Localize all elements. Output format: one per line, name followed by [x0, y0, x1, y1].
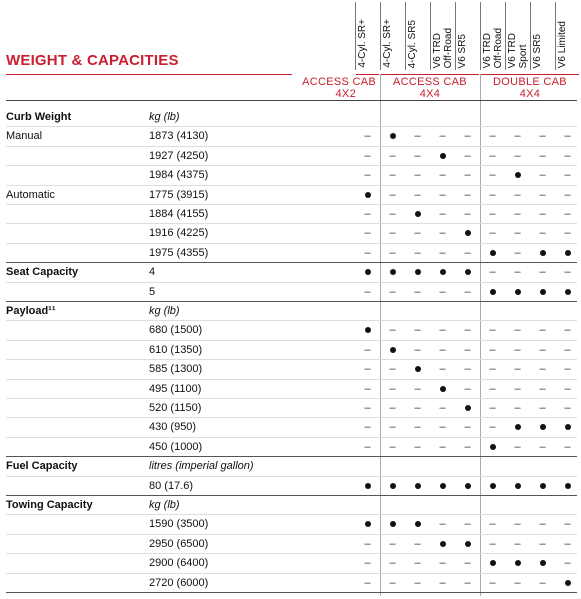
not-available-dash: – — [539, 576, 546, 589]
not-available-dash: – — [364, 421, 371, 434]
column-divider — [430, 2, 431, 70]
not-available-dash: – — [564, 169, 571, 182]
table-row — [0, 380, 581, 399]
not-available-dash: – — [514, 363, 521, 376]
spec-value: 2900 (6400) — [149, 557, 209, 570]
table-row — [0, 244, 581, 263]
not-available-dash: – — [489, 227, 496, 240]
available-dot-icon — [455, 224, 480, 243]
available-dot-icon — [555, 283, 580, 302]
available-dot-icon — [455, 399, 480, 418]
not-available-dash: – — [364, 130, 371, 143]
cab-group-line1: ACCESS CAB — [302, 76, 376, 88]
not-available-dash: – — [439, 402, 446, 414]
not-available-dash: – — [489, 208, 496, 220]
column-heading — [530, 2, 555, 70]
not-available-dash: – — [564, 266, 571, 279]
not-available-dash: – — [414, 324, 421, 337]
not-available-dash: – — [414, 537, 421, 550]
not-available-dash: – — [439, 343, 446, 356]
not-available-dash: – — [489, 324, 496, 337]
not-available-dash: – — [364, 440, 371, 453]
section-heading: Fuel Capacity — [6, 460, 78, 473]
column-heading — [480, 2, 505, 70]
section-heading: Payload¹¹ — [6, 305, 56, 317]
not-available-dash: – — [464, 149, 471, 162]
not-available-dash: – — [414, 285, 421, 298]
table-row — [0, 399, 581, 418]
not-available-dash: – — [439, 421, 446, 434]
unit-label: kg (lb) — [149, 305, 180, 317]
table-row — [0, 496, 581, 515]
unit-label: kg (lb) — [149, 499, 180, 511]
available-dot-icon — [405, 515, 430, 534]
table-row — [0, 302, 581, 321]
not-available-dash: – — [464, 382, 471, 395]
available-dot-icon — [530, 477, 555, 496]
column-divider — [405, 2, 406, 70]
not-available-dash: – — [514, 537, 521, 550]
table-row — [0, 477, 581, 496]
not-available-dash: – — [364, 149, 371, 162]
not-available-dash: – — [514, 576, 521, 589]
section-heading: Curb Weight — [6, 111, 72, 123]
cab-group-label — [480, 76, 580, 100]
not-available-dash: – — [539, 382, 546, 395]
not-available-dash: – — [514, 188, 521, 201]
not-available-dash: – — [414, 382, 421, 395]
section-divider — [6, 592, 577, 593]
not-available-dash: – — [439, 208, 446, 220]
not-available-dash: – — [514, 343, 521, 356]
title-underline — [6, 74, 292, 75]
not-available-dash: – — [414, 557, 421, 570]
spec-value: 2720 (6000) — [149, 576, 209, 589]
not-available-dash: – — [514, 324, 521, 337]
column-heading — [380, 2, 405, 70]
available-dot-icon — [430, 477, 455, 496]
not-available-dash: – — [439, 363, 446, 376]
not-available-dash: – — [414, 343, 421, 356]
available-dot-icon — [555, 418, 580, 437]
available-dot-icon — [380, 515, 405, 534]
available-dot-icon — [405, 477, 430, 496]
not-available-dash: – — [414, 227, 421, 240]
table-row — [0, 205, 581, 224]
not-available-dash: – — [514, 440, 521, 453]
not-available-dash: – — [389, 208, 396, 220]
spec-value: 495 (1100) — [149, 382, 202, 395]
column-heading-label: 4-Cyl. SR+ — [382, 19, 393, 68]
table-row — [0, 574, 581, 593]
spec-value: 450 (1000) — [149, 440, 203, 453]
not-available-dash: – — [364, 169, 371, 182]
cab-group-line2: 4X4 — [519, 88, 541, 100]
not-available-dash: – — [389, 188, 396, 201]
available-dot-icon — [505, 477, 530, 496]
not-available-dash: – — [364, 382, 371, 395]
not-available-dash: – — [414, 169, 421, 182]
available-dot-icon — [355, 263, 380, 282]
not-available-dash: – — [464, 208, 471, 220]
available-dot-icon — [505, 283, 530, 302]
column-heading-label: V6 TRD Off-Road — [432, 27, 454, 68]
spec-value: 80 (17.6) — [149, 479, 194, 492]
not-available-dash: – — [564, 363, 571, 376]
not-available-dash: – — [539, 324, 546, 337]
available-dot-icon — [380, 263, 405, 282]
available-dot-icon — [480, 554, 505, 573]
not-available-dash: – — [439, 169, 446, 182]
not-available-dash: – — [489, 421, 496, 434]
not-available-dash: – — [414, 440, 421, 453]
column-heading-label: V6 TRD Sport — [507, 32, 529, 68]
available-dot-icon — [455, 263, 480, 282]
column-divider — [355, 2, 356, 70]
not-available-dash: – — [539, 518, 546, 531]
not-available-dash: – — [389, 382, 396, 395]
available-dot-icon — [380, 127, 405, 146]
not-available-dash: – — [439, 324, 446, 337]
available-dot-icon — [555, 244, 580, 263]
not-available-dash: – — [389, 421, 396, 434]
not-available-dash: – — [564, 537, 571, 550]
not-available-dash: – — [564, 188, 571, 201]
available-dot-icon — [480, 283, 505, 302]
table-row — [0, 554, 581, 573]
not-available-dash: – — [539, 227, 546, 240]
spec-value: 680 (1500) — [149, 324, 203, 337]
not-available-dash: – — [464, 518, 471, 531]
column-divider — [530, 2, 531, 70]
not-available-dash: – — [489, 518, 496, 531]
spec-value: 5 — [149, 285, 156, 298]
available-dot-icon — [505, 418, 530, 437]
available-dot-icon — [455, 477, 480, 496]
table-row — [0, 108, 581, 127]
table-row — [0, 418, 581, 437]
not-available-dash: – — [364, 227, 371, 240]
column-heading-label: 4-Cyl. SR+ — [357, 19, 368, 68]
not-available-dash: – — [439, 227, 446, 240]
not-available-dash: – — [439, 557, 446, 570]
not-available-dash: – — [514, 266, 521, 279]
not-available-dash: – — [539, 188, 546, 201]
available-dot-icon — [530, 244, 555, 263]
not-available-dash: – — [489, 537, 496, 550]
table-row — [0, 535, 581, 554]
available-dot-icon — [530, 283, 555, 302]
not-available-dash: – — [389, 285, 396, 298]
not-available-dash: – — [514, 382, 521, 395]
not-available-dash: – — [364, 576, 371, 589]
not-available-dash: – — [364, 537, 371, 550]
spec-value: 1775 (3915) — [149, 188, 209, 201]
section-heading: Seat Capacity — [6, 266, 79, 279]
spec-value: 610 (1350) — [149, 343, 203, 356]
not-available-dash: – — [389, 324, 396, 337]
spec-value: 2950 (6500) — [149, 537, 209, 550]
not-available-dash: – — [414, 421, 421, 434]
not-available-dash: – — [389, 557, 396, 570]
available-dot-icon — [380, 477, 405, 496]
spec-value: 1916 (4225) — [149, 227, 209, 240]
not-available-dash: – — [439, 246, 446, 259]
not-available-dash: – — [414, 246, 421, 259]
not-available-dash: – — [489, 188, 496, 201]
not-available-dash: – — [414, 576, 421, 589]
not-available-dash: – — [464, 343, 471, 356]
available-dot-icon — [505, 166, 530, 185]
table-row — [0, 341, 581, 360]
not-available-dash: – — [364, 402, 371, 414]
table-row — [0, 263, 581, 282]
not-available-dash: – — [489, 576, 496, 589]
not-available-dash: – — [364, 363, 371, 376]
not-available-dash: – — [464, 576, 471, 589]
not-available-dash: – — [464, 363, 471, 376]
table-row — [0, 438, 581, 457]
spec-value: 1975 (4355) — [149, 246, 209, 259]
spec-value: 520 (1150) — [149, 402, 202, 414]
not-available-dash: – — [539, 130, 546, 143]
not-available-dash: – — [464, 324, 471, 337]
table-row — [0, 224, 581, 243]
not-available-dash: – — [464, 440, 471, 453]
available-dot-icon — [405, 360, 430, 379]
column-heading — [555, 2, 580, 70]
table-row — [0, 515, 581, 534]
not-available-dash: – — [539, 343, 546, 356]
column-heading-label: V6 Limited — [557, 20, 568, 68]
section-heading: Towing Capacity — [6, 499, 93, 511]
not-available-dash: – — [464, 557, 471, 570]
not-available-dash: – — [489, 149, 496, 162]
not-available-dash: – — [539, 402, 546, 414]
available-dot-icon — [430, 263, 455, 282]
available-dot-icon — [355, 477, 380, 496]
column-heading — [455, 2, 480, 70]
not-available-dash: – — [489, 130, 496, 143]
not-available-dash: – — [514, 402, 521, 414]
column-heading-label: V6 TRD Off-Road — [482, 27, 504, 68]
available-dot-icon — [555, 477, 580, 496]
available-dot-icon — [530, 554, 555, 573]
not-available-dash: – — [414, 188, 421, 201]
page-title: WEIGHT & CAPACITIES — [6, 52, 179, 69]
not-available-dash: – — [539, 266, 546, 279]
not-available-dash: – — [389, 576, 396, 589]
not-available-dash: – — [439, 188, 446, 201]
not-available-dash: – — [439, 518, 446, 531]
group-rule — [356, 74, 379, 75]
column-divider — [480, 2, 481, 70]
available-dot-icon — [530, 418, 555, 437]
not-available-dash: – — [514, 149, 521, 162]
available-dot-icon — [355, 186, 380, 205]
column-heading — [505, 2, 530, 70]
column-divider — [555, 2, 556, 70]
available-dot-icon — [480, 244, 505, 263]
cab-group-line2: 4X2 — [335, 88, 356, 100]
not-available-dash: – — [539, 537, 546, 550]
table-row — [0, 166, 581, 185]
not-available-dash: – — [564, 557, 571, 570]
not-available-dash: – — [464, 169, 471, 182]
not-available-dash: – — [514, 208, 521, 220]
not-available-dash: – — [364, 343, 371, 356]
not-available-dash: – — [489, 266, 496, 279]
column-heading — [405, 2, 430, 70]
not-available-dash: – — [464, 246, 471, 259]
not-available-dash: – — [564, 208, 571, 220]
row-sublabel: Manual — [6, 130, 43, 143]
not-available-dash: – — [439, 285, 446, 298]
not-available-dash: – — [389, 402, 396, 414]
not-available-dash: – — [564, 382, 571, 395]
not-available-dash: – — [389, 169, 396, 182]
not-available-dash: – — [489, 169, 496, 182]
not-available-dash: – — [564, 130, 571, 143]
not-available-dash: – — [414, 149, 421, 162]
not-available-dash: – — [514, 227, 521, 240]
not-available-dash: – — [389, 246, 396, 259]
spec-value: 430 (950) — [149, 421, 197, 434]
not-available-dash: – — [414, 130, 421, 143]
not-available-dash: – — [539, 169, 546, 182]
table-row — [0, 186, 581, 205]
spec-value: 585 (1300) — [149, 363, 203, 376]
not-available-dash: – — [514, 130, 521, 143]
not-available-dash: – — [414, 402, 421, 414]
not-available-dash: – — [564, 149, 571, 162]
available-dot-icon — [355, 515, 380, 534]
available-dot-icon — [355, 321, 380, 340]
not-available-dash: – — [389, 440, 396, 453]
not-available-dash: – — [564, 402, 571, 414]
not-available-dash: – — [364, 246, 371, 259]
not-available-dash: – — [464, 285, 471, 298]
not-available-dash: – — [539, 440, 546, 453]
available-dot-icon — [480, 438, 505, 457]
available-dot-icon — [480, 477, 505, 496]
not-available-dash: – — [564, 343, 571, 356]
available-dot-icon — [430, 147, 455, 166]
table-row — [0, 147, 581, 166]
not-available-dash: – — [539, 363, 546, 376]
column-divider — [380, 2, 381, 70]
not-available-dash: – — [539, 208, 546, 220]
not-available-dash: – — [364, 285, 371, 298]
spec-value: 1927 (4250) — [149, 149, 209, 162]
column-heading — [355, 2, 380, 70]
available-dot-icon — [555, 574, 580, 593]
not-available-dash: – — [389, 149, 396, 162]
column-heading-label: V6 SR5 — [532, 33, 543, 68]
spec-value: 1873 (4130) — [149, 130, 209, 143]
column-divider — [505, 2, 506, 70]
cab-group-line1: DOUBLE CAB — [493, 76, 567, 88]
not-available-dash: – — [464, 421, 471, 434]
spec-value: 1590 (3500) — [149, 518, 209, 531]
not-available-dash: – — [564, 324, 571, 337]
not-available-dash: – — [364, 208, 371, 220]
not-available-dash: – — [439, 130, 446, 143]
available-dot-icon — [430, 535, 455, 554]
available-dot-icon — [405, 263, 430, 282]
table-row — [0, 321, 581, 340]
not-available-dash: – — [489, 363, 496, 376]
table-row — [0, 283, 581, 302]
cab-group-line1: ACCESS CAB — [393, 76, 467, 88]
not-available-dash: – — [364, 557, 371, 570]
table-row — [0, 457, 581, 476]
not-available-dash: – — [439, 576, 446, 589]
cab-group-label — [380, 76, 480, 100]
header-divider — [6, 100, 577, 101]
row-sublabel: Automatic — [6, 188, 55, 201]
not-available-dash: – — [564, 227, 571, 240]
spec-value: 1884 (4155) — [149, 208, 209, 220]
available-dot-icon — [380, 341, 405, 360]
table-row — [0, 127, 581, 146]
unit-label: litres (imperial gallon) — [149, 460, 254, 473]
not-available-dash: – — [389, 227, 396, 240]
column-divider — [455, 2, 456, 70]
available-dot-icon — [455, 535, 480, 554]
spec-value: 4 — [149, 266, 156, 279]
cab-group-label — [290, 76, 376, 100]
column-heading-label: 4-Cyl. SR5 — [407, 19, 418, 68]
not-available-dash: – — [464, 130, 471, 143]
not-available-dash: – — [539, 149, 546, 162]
not-available-dash: – — [464, 188, 471, 201]
not-available-dash: – — [564, 518, 571, 531]
available-dot-icon — [505, 554, 530, 573]
available-dot-icon — [405, 205, 430, 224]
unit-label: kg (lb) — [149, 111, 180, 123]
group-rule — [481, 74, 579, 75]
available-dot-icon — [430, 380, 455, 399]
not-available-dash: – — [489, 382, 496, 395]
not-available-dash: – — [514, 246, 521, 259]
group-rule — [381, 74, 479, 75]
not-available-dash: – — [564, 440, 571, 453]
not-available-dash: – — [489, 402, 496, 414]
not-available-dash: – — [389, 363, 396, 376]
column-heading-label: V6 SR5 — [457, 33, 468, 68]
not-available-dash: – — [439, 440, 446, 453]
not-available-dash: – — [489, 343, 496, 356]
column-heading — [430, 2, 455, 70]
not-available-dash: – — [389, 537, 396, 550]
cab-group-line2: 4X4 — [419, 88, 441, 100]
table-row — [0, 360, 581, 379]
not-available-dash: – — [514, 518, 521, 531]
spec-value: 1984 (4375) — [149, 169, 209, 182]
